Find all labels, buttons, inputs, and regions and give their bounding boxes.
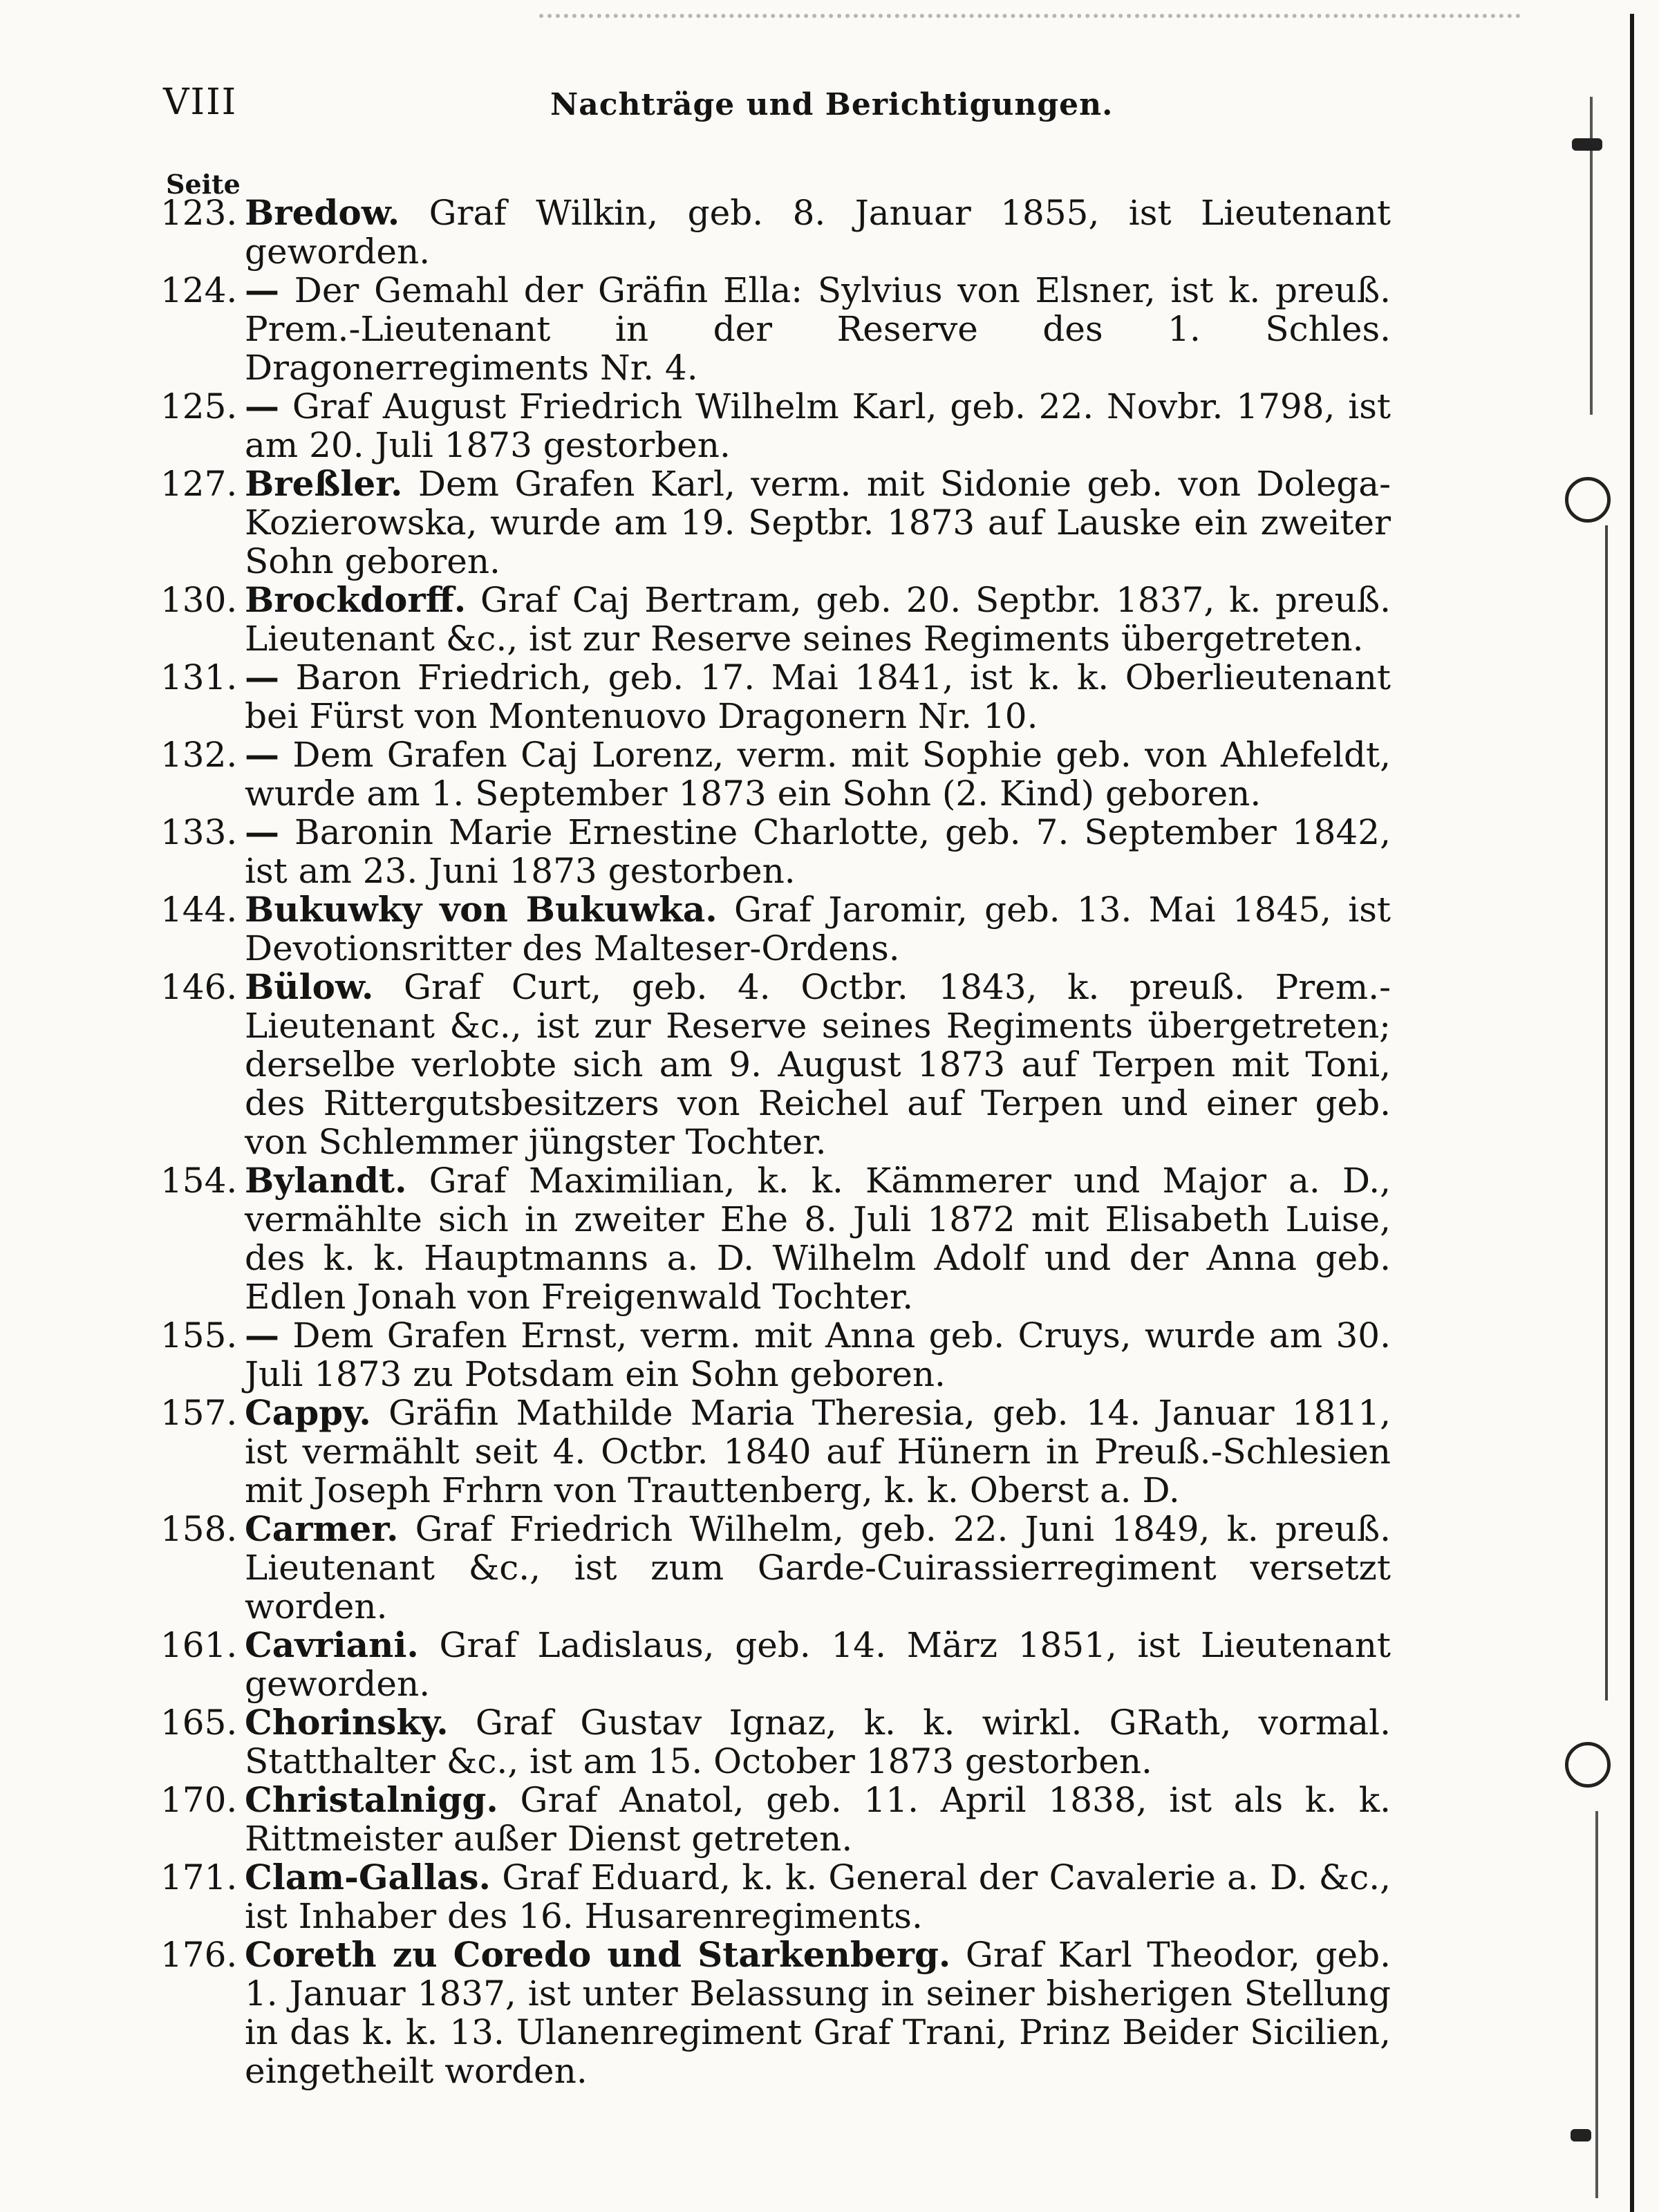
binding-edge-mark [1572,138,1602,151]
entry [160,1316,1391,1394]
entry-text: Baron Friedrich, geb. 17. Mai 1841, ist k. k. Oberlieutenant bei Fürst von Montenuovo Dragonern Nr. 10. [245,657,1391,736]
entry-page-number: 123. [160,193,238,233]
entry-surname: Chorinsky. [245,1702,449,1743]
entry-surname: Bukuwky von Bukuwka. [245,889,718,930]
entry-page-number: 130. [160,580,238,620]
entry-text: Gräfin Mathilde Maria Theresia, geb. 14. Januar 1811, ist vermählt seit 4. Octbr. 1840 auf Hünern in Preuß.-Schlesien mit Joseph Frhrn von Trauttenberg, k. k. Oberst a. D. [245,1393,1391,1510]
entry-surname: Coreth zu Coredo und Starkenberg. [245,1934,951,1975]
entry-page-number: 155. [160,1315,238,1356]
entry [160,1510,1391,1626]
binding-edge-line [1595,1811,1598,2198]
entry-page-number: 131. [160,657,238,697]
entry-page-number: 170. [160,1780,238,1820]
entry-text: Graf Friedrich Wilhelm, geb. 22. Juni 1849, k. preuß. Lieutenant &c., ist zum Garde-Cuirassierregiment versetzt worden. [245,1509,1391,1627]
entry-surname: Carmer. [245,1508,399,1549]
entry [160,194,1391,271]
entry-page-number: 124. [160,270,238,310]
entry [160,1626,1391,1703]
entry [160,890,1391,968]
running-title: Nachträge und Berichtigungen. [550,87,1114,122]
entry-page-number: 157. [160,1393,238,1433]
entry [160,1394,1391,1510]
entry-page-number: 144. [160,890,238,930]
entry-surname: Bylandt. [245,1160,407,1201]
entry [160,658,1391,735]
entry [160,1161,1391,1316]
page-binding-edge [1555,0,1659,2212]
entry-page-number: 154. [160,1161,238,1201]
binding-edge-line [1630,14,1634,2212]
entry-surname: Christalnigg. [245,1779,498,1820]
entry-page-number: 176. [160,1935,238,1975]
entry-page-number: 161. [160,1625,238,1665]
entry-text: Graf Caj Bertram, geb. 20. Septbr. 1837, k. preuß. Lieutenant &c., ist zur Reserve seines Regiments übergetreten. [245,580,1391,659]
entry-text: Dem Grafen Karl, verm. mit Sidonie geb. von Dolega-Kozierowska, wurde am 19. Septbr. 1873 auf Lauske ein zweiter Sohn geboren. [245,464,1391,581]
entry-page-number: 132. [160,735,238,775]
entry [160,581,1391,658]
entry-page-number: 158. [160,1509,238,1549]
entry-surname: — [245,386,279,427]
entry [160,271,1391,387]
page-folio: VIII [163,82,238,123]
entry [160,968,1391,1161]
entry-page-number: 125. [160,386,238,427]
entry-surname: — [245,270,279,310]
entry [160,1703,1391,1781]
entry-text: Dem Grafen Caj Lorenz, verm. mit Sophie geb. von Ahlefeldt, wurde am 1. September 1873 ein Sohn (2. Kind) geboren. [245,735,1391,814]
page-top-edge-dots [539,14,1521,18]
entry-text: Graf Curt, geb. 4. Octbr. 1843, k. preuß. Prem.-Lieutenant &c., ist zur Reserve seines Regiments übergetreten; derselbe verlobte sich am 9. August 1873 auf Terpen mit Toni, des Rittergutsbesitzers von Reichel auf Terpen und einer geb. von Schlemmer jüngster Tochter. [245,967,1391,1162]
entry [160,735,1391,813]
entry-page-number: 165. [160,1703,238,1743]
entry [160,465,1391,581]
binding-edge-mark [1571,2129,1591,2141]
entry-text: Dem Grafen Ernst, verm. mit Anna geb. Cruys, wurde am 30. Juli 1873 zu Potsdam ein Sohn geboren. [245,1315,1391,1394]
entry-text: Graf Karl Theodor, geb. 1. Januar 1837, ist unter Belassung in seiner bisherigen Stellung in das k. k. 13. Ulanenregiment Graf Trani, Prinz Beider Sicilien, eingetheilt worden. [245,1935,1391,2091]
entry-surname: Clam-Gallas. [245,1857,491,1897]
entry [160,1936,1391,2090]
entry-text: Graf Jaromir, geb. 13. Mai 1845, ist Devotionsritter des Malteser-Ordens. [245,890,1391,968]
binding-edge-mark [1565,477,1611,523]
entry [160,1858,1391,1936]
seite-column-label: Seite [166,169,241,200]
binding-edge-line [1605,525,1608,1700]
entry-surname: — [245,812,279,852]
entry-text: Graf Eduard, k. k. General der Cavalerie a. D. &c., ist Inhaber des 16. Husarenregiments. [245,1857,1391,1936]
entry-page-number: 133. [160,812,238,852]
entry-page-number: 127. [160,464,238,504]
entry-surname: Bredow. [245,192,400,233]
binding-edge-mark [1565,1742,1611,1788]
entry [160,813,1391,890]
entry [160,1781,1391,1858]
entry-surname: Cavriani. [245,1624,419,1665]
entry-surname: Brockdorff. [245,579,467,620]
entry-text: Graf Wilkin, geb. 8. Januar 1855, ist Lieutenant geworden. [245,193,1391,272]
entry-surname: Cappy. [245,1392,371,1433]
entry-surname: — [245,657,279,697]
entry-surname: Breßler. [245,463,403,504]
entry [160,387,1391,465]
entry-surname: Bülow. [245,966,374,1007]
entry-text: Graf Anatol, geb. 11. April 1838, ist als k. k. Rittmeister außer Dienst getreten. [245,1780,1391,1859]
entry-text: Graf Gustav Ignaz, k. k. wirkl. GRath, vormal. Statthalter &c., ist am 15. October 1873 gestorben. [245,1703,1391,1781]
entry-text: Graf August Friedrich Wilhelm Karl, geb. 22. Novbr. 1798, ist am 20. Juli 1873 gestorben. [245,386,1391,465]
entries-list [160,194,1391,2090]
entry-text: Graf Maximilian, k. k. Kämmerer und Major a. D., vermählte sich in zweiter Ehe 8. Juli 1872 mit Elisabeth Luise, des k. k. Hauptmanns a. D. Wilhelm Adolf und der Anna geb. Edlen Jonah von Freigenwald Tochter. [245,1161,1391,1317]
entry-surname: — [245,734,279,775]
entry-text: Baronin Marie Ernestine Charlotte, geb. 7. September 1842, ist am 23. Juni 1873 gestorben. [245,812,1391,891]
entry-text: Der Gemahl der Gräfin Ella: Sylvius von Elsner, ist k. preuß. Prem.-Lieutenant in der Reserve des 1. Schles. Dragonerregiments Nr. 4. [245,270,1391,388]
entry-page-number: 171. [160,1857,238,1897]
entry-page-number: 146. [160,967,238,1007]
entry-surname: — [245,1315,279,1356]
entry-text: Graf Ladislaus, geb. 14. März 1851, ist Lieutenant geworden. [245,1625,1391,1704]
page-header [163,82,1380,137]
